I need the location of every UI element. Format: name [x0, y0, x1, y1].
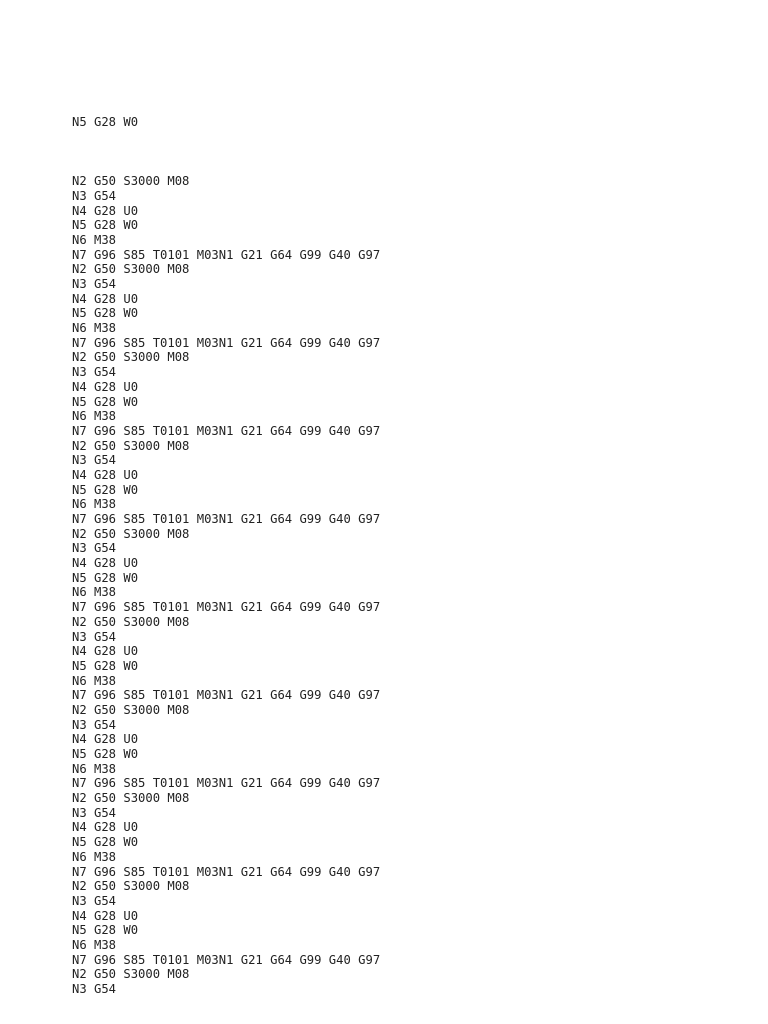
gcode-line: N4 G28 U0 — [72, 291, 139, 306]
gcode-line: N5 G28 W0 — [72, 658, 139, 673]
gcode-line: N3 G54 — [72, 717, 117, 732]
gcode-line: N2 G50 S3000 M08 — [72, 350, 190, 365]
gcode-line: N2 G50 S3000 M08 — [72, 967, 190, 982]
gcode-line: N3 G54 — [72, 541, 117, 556]
gcode-line: N4 G28 U0 — [72, 820, 139, 835]
gcode-line: N3 G54 — [72, 629, 117, 644]
gcode-line: N5 G28 W0 — [72, 923, 139, 938]
gcode-line: N6 M38 — [72, 761, 117, 776]
gcode-line: N6 M38 — [72, 849, 117, 864]
gcode-line: N2 G50 S3000 M08 — [72, 791, 190, 806]
gcode-line: N5 G28 W0 — [72, 218, 139, 233]
gcode-line: N3 G54 — [72, 365, 117, 380]
gcode-line: N4 G28 U0 — [72, 732, 139, 747]
gcode-line: N7 G96 S85 T0101 M03N1 G21 G64 G99 G40 G97 — [72, 423, 381, 438]
gcode-line: N6 M38 — [72, 321, 117, 336]
gcode-line: N4 G28 U0 — [72, 644, 139, 659]
gcode-line: N3 G54 — [72, 453, 117, 468]
gcode-line: N4 G28 U0 — [72, 379, 139, 394]
gcode-line: N6 M38 — [72, 409, 117, 424]
gcode-line: N2 G50 S3000 M08 — [72, 262, 190, 277]
gcode-line: N7 G96 S85 T0101 M03N1 G21 G64 G99 G40 G97 — [72, 688, 381, 703]
gcode-line: N2 G50 S3000 M08 — [72, 174, 190, 189]
gcode-line: N5 G28 W0 — [72, 570, 139, 585]
gcode-line: N2 G50 S3000 M08 — [72, 702, 190, 717]
gcode-line: N4 G28 U0 — [72, 467, 139, 482]
gcode-line: N4 G28 U0 — [72, 908, 139, 923]
gcode-document — [72, 86, 752, 1011]
gcode-line: N3 G54 — [72, 893, 117, 908]
gcode-line: N7 G96 S85 T0101 M03N1 G21 G64 G99 G40 G97 — [72, 335, 381, 350]
gcode-line: N5 G28 W0 — [72, 747, 139, 761]
gcode-first-line: N5 G28 W0 — [72, 115, 139, 130]
gcode-line: N6 M38 — [72, 585, 117, 600]
gcode-line: N7 G96 S85 T0101 M03N1 G21 G64 G99 G40 G97 — [72, 776, 381, 791]
gcode-line: N2 G50 S3000 M08 — [72, 879, 190, 894]
gcode-line: N2 G50 S3000 M08 — [72, 614, 190, 629]
gcode-line: N5 G28 W0 — [72, 835, 139, 850]
gcode-line: N3 G54 — [72, 982, 117, 996]
gcode-line: N7 G96 S85 T0101 M03N1 G21 G64 G99 G40 G97 — [72, 952, 381, 967]
gcode-line: N7 G96 S85 T0101 M03N1 G21 G64 G99 G40 G97 — [72, 864, 381, 879]
gcode-line: N2 G50 S3000 M08 — [72, 438, 190, 453]
gcode-line: N6 M38 — [72, 673, 117, 688]
gcode-line-list — [72, 174, 752, 997]
gcode-line: N6 M38 — [72, 232, 117, 247]
gcode-line: N3 G54 — [72, 805, 117, 820]
gcode-line: N2 G50 S3000 M08 — [72, 526, 190, 541]
gcode-line: N4 G28 U0 — [72, 203, 139, 218]
gcode-line: N5 G28 W0 — [72, 482, 139, 497]
gcode-line: N7 G96 S85 T0101 M03N1 G21 G64 G99 G40 G97 — [72, 247, 381, 262]
gcode-line: N5 G28 W0 — [72, 394, 139, 409]
gcode-line: N6 M38 — [72, 937, 117, 952]
gcode-line: N7 G96 S85 T0101 M03N1 G21 G64 G99 G40 G97 — [72, 600, 381, 615]
gcode-line: N3 G54 — [72, 277, 117, 291]
gcode-line: N5 G28 W0 — [72, 306, 139, 321]
gcode-line: N3 G54 — [72, 188, 117, 203]
gcode-line: N6 M38 — [72, 497, 117, 512]
gcode-line: N7 G96 S85 T0101 M03N1 G21 G64 G99 G40 G97 — [72, 512, 381, 526]
gcode-line: N4 G28 U0 — [72, 556, 139, 571]
